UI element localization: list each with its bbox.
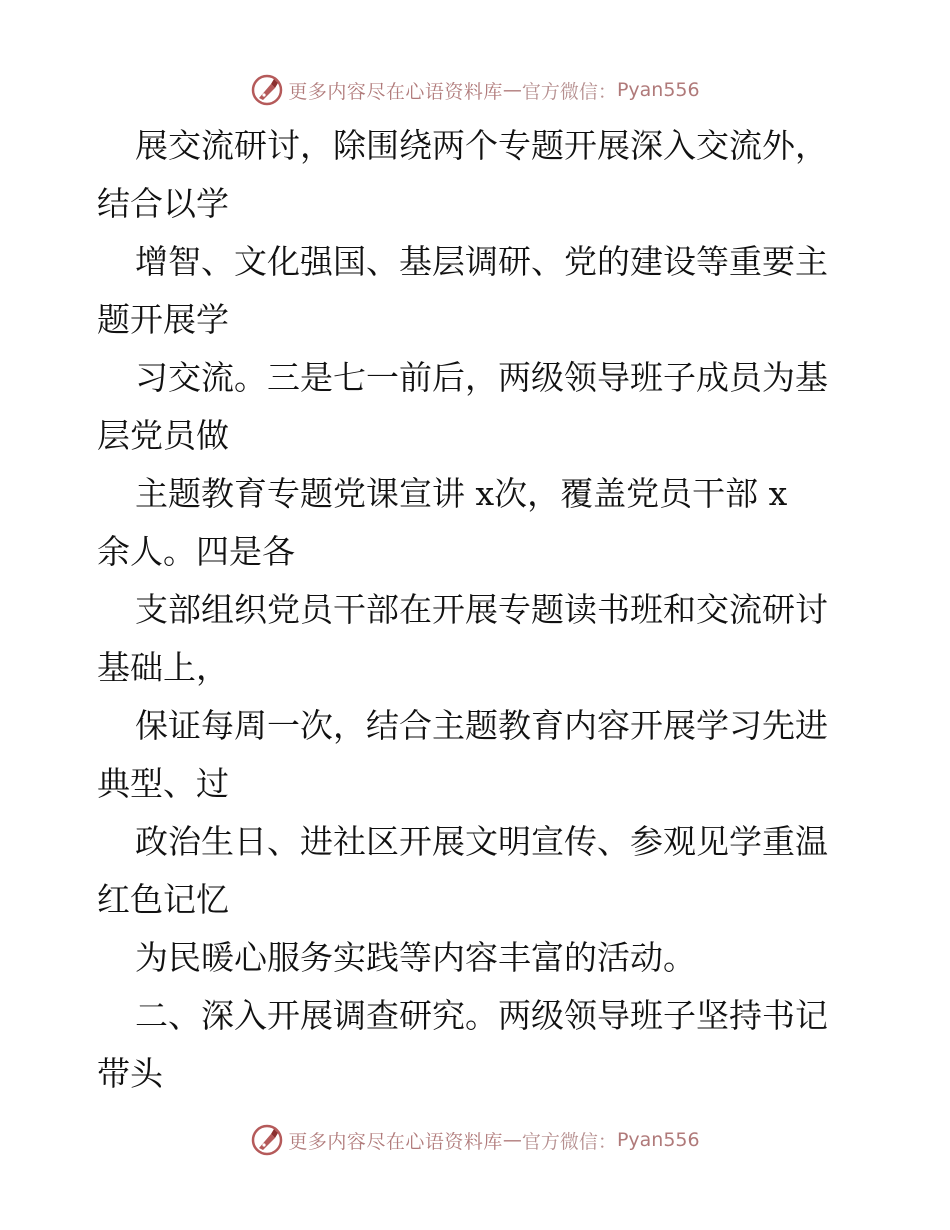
watermark-wechat-id: Pyan556 xyxy=(616,1129,700,1151)
watermark-separator: — xyxy=(502,1129,522,1151)
body-line: 支部组织党员干部在开展专题读书班和交流研讨 xyxy=(135,590,828,629)
watermark-separator: — xyxy=(502,79,522,101)
body-line: 增智、文化强国、基层调研、党的建设等重要主 xyxy=(135,242,828,281)
body-line: 带头 xyxy=(97,1054,163,1093)
body-line: 展交流研讨，除围绕两个专题开展深入交流外， xyxy=(135,126,828,165)
body-line: 政治生日、进社区开展文明宣传、参观见学重温 xyxy=(135,822,828,861)
watermark-wechat-id: Pyan556 xyxy=(616,79,700,101)
header-watermark xyxy=(0,70,950,110)
body-line: 题开展学 xyxy=(97,300,229,339)
pen-nib-logo-icon xyxy=(250,1123,284,1157)
watermark-site-text: 更多内容尽在心语资料库 xyxy=(288,80,503,103)
body-line: 典型、过 xyxy=(97,764,229,803)
body-line: 保证每周一次，结合主题教育内容开展学习先进 xyxy=(135,706,828,745)
watermark-site-text: 更多内容尽在心语资料库 xyxy=(288,1130,503,1153)
body-line: 二、深入开展调查研究。两级领导班子坚持书记 xyxy=(135,996,828,1035)
watermark-wechat-label: 官方微信： xyxy=(521,1130,617,1153)
body-line: 为民暖心服务实践等内容丰富的活动。 xyxy=(135,938,696,977)
body-line: 主题教育专题党课宣讲 x次，覆盖党员干部 x xyxy=(135,474,788,513)
document-body xyxy=(97,117,857,1103)
body-line: 结合以学 xyxy=(97,184,229,223)
body-line: 习交流。三是七一前后，两级领导班子成员为基 xyxy=(135,358,828,397)
footer-watermark xyxy=(0,1120,950,1160)
body-line: 基础上， xyxy=(97,648,229,687)
body-line: 层党员做 xyxy=(97,416,229,455)
body-line: 红色记忆 xyxy=(97,880,229,919)
pen-nib-logo-icon xyxy=(250,73,284,107)
watermark-wechat-label: 官方微信： xyxy=(521,80,617,103)
body-line: 余人。四是各 xyxy=(97,532,295,571)
